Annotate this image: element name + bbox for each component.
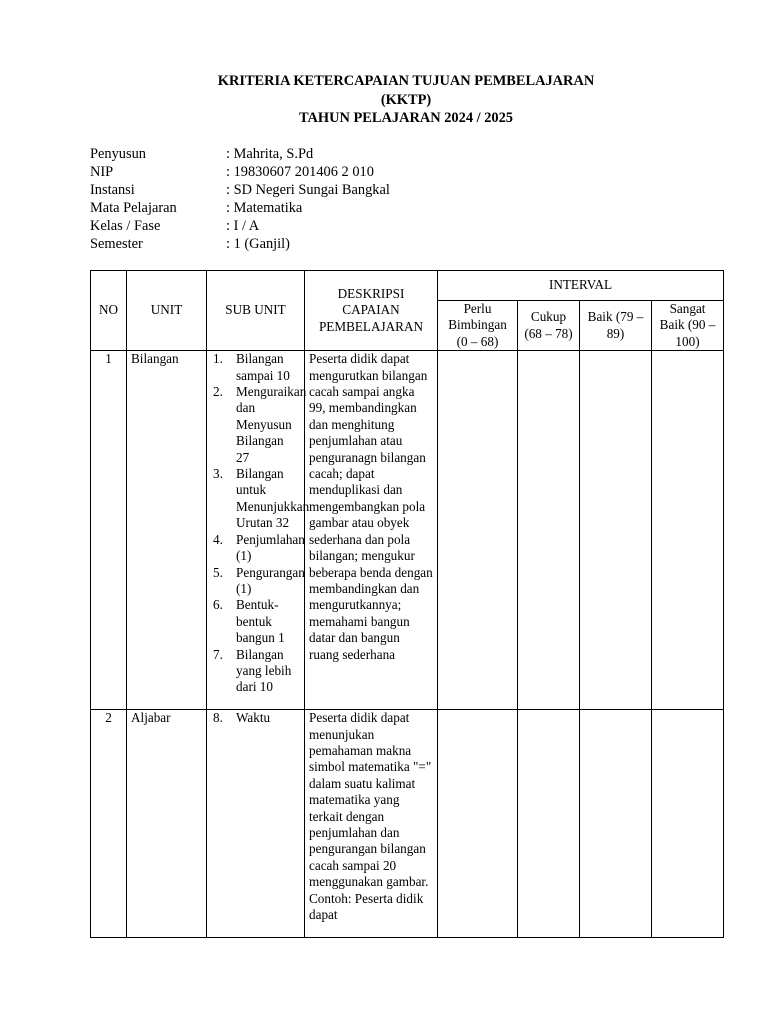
- sub-unit-text: Waktu: [236, 710, 271, 726]
- row-unit: Bilangan: [127, 351, 207, 710]
- sub-unit-item: [211, 710, 300, 726]
- sub-unit-text: Bentuk-bentuk bangun 1: [236, 597, 285, 646]
- cell-baik: [580, 351, 652, 710]
- row-deskripsi: Peserta didik dapat mengurutkan bilangan cacah sampai angka 99, membandingkan dan menghitung penjumlahan atau penguranagn bilangan cacah; dapat menduplikasi dan mengembangkan pola gambar atau obyek sederhana dan pola bilangan; mengukur beberapa benda dengan membandingkan dan mengurutkannya; memahami bangun datar dan bangun ruang sederhana: [305, 351, 438, 710]
- info-label: Penyusun: [90, 146, 146, 162]
- cell-perlu-bimbingan: [438, 710, 518, 938]
- info-label: Mata Pelajaran: [90, 200, 177, 216]
- sub-unit-number: 6.: [213, 597, 223, 613]
- sub-unit-item: [211, 564, 305, 598]
- header-unit: UNIT: [127, 271, 207, 351]
- header-no: NO: [91, 271, 127, 351]
- document-academic-year: TAHUN PELAJARAN 2024 / 2025: [299, 110, 513, 126]
- sub-unit-item: [211, 466, 310, 532]
- row-sub-units: [207, 351, 310, 710]
- sub-unit-text: Bilangan sampai 10: [236, 351, 290, 383]
- info-value: : SD Negeri Sungai Bangkal: [226, 182, 390, 198]
- sub-unit-text: Bilangan yang lebih dari 10: [236, 646, 292, 695]
- info-value: : 19830607 201406 2 010: [226, 164, 374, 180]
- info-value: : I / A: [226, 218, 260, 234]
- row-unit: Aljabar: [127, 710, 207, 938]
- row-deskripsi: Peserta didik dapat menunjukan pemahaman makna simbol matematika "=" dalam suatu kalimat matematika yang terkait dengan penjumlahan dan pengurangan bilangan cacah sampai 20 menggunakan gambar. Contoh: Peserta didik dapat: [305, 710, 438, 938]
- sub-unit-number: 2.: [213, 384, 223, 400]
- header-interval-baik: Baik (79 – 89): [580, 301, 652, 351]
- cell-cukup: [518, 710, 580, 938]
- sub-unit-list: [211, 710, 300, 726]
- sub-unit-item: [211, 531, 305, 565]
- row-number: 2: [91, 710, 127, 938]
- sub-unit-number: 4.: [213, 531, 223, 547]
- sub-unit-number: 7.: [213, 646, 223, 662]
- table-row: [91, 351, 724, 710]
- sub-unit-number: 1.: [213, 351, 223, 367]
- sub-unit-item: [211, 647, 300, 696]
- sub-unit-text: Pengurangan (1): [236, 564, 305, 596]
- kktp-table: [90, 270, 724, 938]
- header-interval-sangat-baik: Sangat Baik (90 – 100): [652, 301, 724, 351]
- sub-unit-item: [211, 384, 307, 466]
- header-deskripsi: DESKRIPSI CAPAIAN PEMBELAJARAN: [305, 271, 438, 351]
- sub-unit-item: [211, 597, 300, 646]
- info-value: : Mahrita, S.Pd: [226, 146, 314, 162]
- row-number: 1: [91, 351, 127, 710]
- sub-unit-text: Bilangan untuk Menunjukkan Urutan 32: [236, 466, 310, 531]
- header-interval-cukup: Cukup (68 – 78): [518, 301, 580, 351]
- row-sub-units: [207, 710, 305, 938]
- sub-unit-number: 8.: [213, 710, 223, 726]
- header-interval: INTERVAL: [438, 271, 724, 301]
- info-label: NIP: [90, 164, 114, 180]
- cell-sangat-baik: [652, 351, 724, 710]
- document-title: KRITERIA KETERCAPAIAN TUJUAN PEMBELAJARAN: [217, 73, 595, 89]
- info-label: Instansi: [90, 182, 135, 198]
- sub-unit-item: [211, 351, 300, 384]
- sub-unit-text: Penjumlahan (1): [236, 531, 305, 564]
- sub-unit-list: [211, 351, 310, 696]
- header-interval-perlu-bimbingan: Perlu Bimbingan (0 – 68): [438, 301, 518, 351]
- info-value: : Matematika: [226, 200, 303, 216]
- header-sub-unit: SUB UNIT: [207, 271, 305, 351]
- info-label: Kelas / Fase: [90, 218, 161, 234]
- sub-unit-text: Menguraikan dan Menyusun Bilangan 27: [236, 384, 307, 465]
- cell-sangat-baik: [652, 710, 724, 938]
- info-label: Semester: [90, 236, 143, 252]
- table-row: [91, 710, 724, 938]
- info-value: : 1 (Ganjil): [226, 236, 290, 252]
- cell-baik: [580, 710, 652, 938]
- cell-cukup: [518, 351, 580, 710]
- document-title-abbrev: (KKTP): [380, 92, 432, 108]
- sub-unit-number: 3.: [213, 466, 223, 482]
- sub-unit-number: 5.: [213, 564, 223, 580]
- cell-perlu-bimbingan: [438, 351, 518, 710]
